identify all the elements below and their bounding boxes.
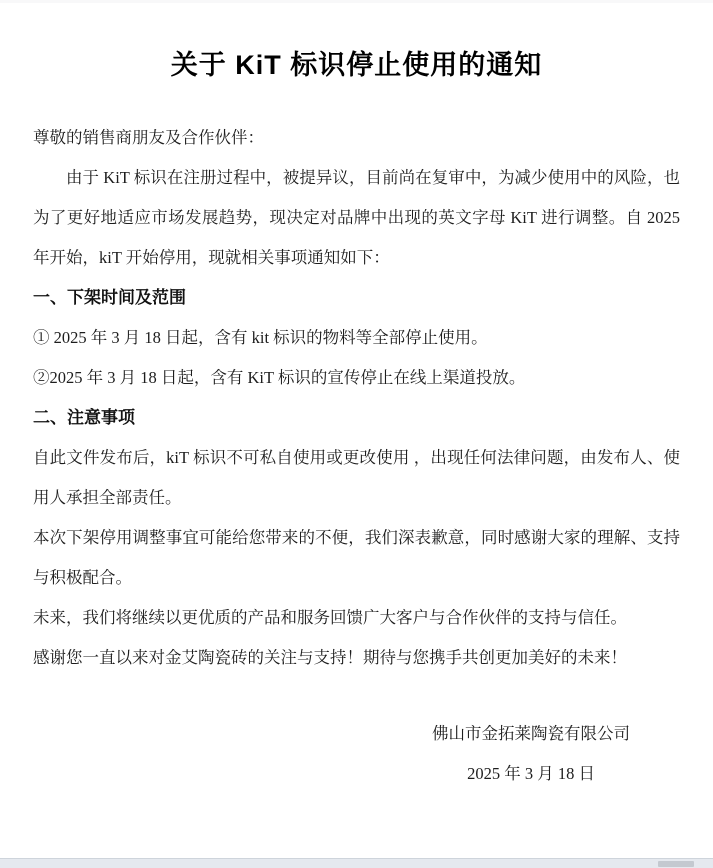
section-2-paragraph-3: 未来，我们将继续以更优质的产品和服务回馈广大客户与合作伙伴的支持与信任。 (33, 608, 627, 627)
horizontal-scrollbar[interactable] (0, 858, 713, 868)
scrollbar-thumb[interactable] (658, 861, 694, 867)
document-page (0, 43, 713, 794)
section-2-paragraph-2: 本次下架停用调整事宜可能给您带来的不便，我们深表歉意，同时感谢大家的理解、支持与积极配合。 (33, 528, 680, 587)
signature-date: 2025 年 3 月 18 日 (467, 764, 595, 783)
section-1-heading: 一、下架时间及范围 (33, 288, 186, 307)
section-2-paragraph-4: 感谢您一直以来对金艾陶瓷砖的关注与支持！期待与您携手共创更加美好的未来！ (33, 648, 627, 667)
section-2-paragraph-1: 自此文件发布后，kiT 标识不可私自使用或更改使用 ，出现任何法律问题，由发布人、使用人承担全部责任。 (33, 448, 680, 507)
signature-block (432, 714, 630, 794)
section-2-heading: 二、注意事项 (33, 408, 135, 427)
page-title: 关于 KiT 标识停止使用的通知 (170, 50, 543, 80)
signature-company: 佛山市金拓莱陶瓷有限公司 (432, 724, 630, 743)
page-top-edge (0, 0, 713, 3)
greeting-line: 尊敬的销售商朋友及合作伙伴： (33, 128, 264, 147)
section-1-item-2: ②2025 年 3 月 18 日起，含有 KiT 标识的宣传停止在线上渠道投放。 (33, 368, 526, 387)
section-1-item-1: ① 2025 年 3 月 18 日起，含有 kit 标识的物料等全部停止使用。 (33, 328, 488, 347)
intro-paragraph: 由于 KiT 标识在注册过程中，被提异议，目前尚在复审中，为减少使用中的风险，也为了更好地适应市场发展趋势，现决定对品牌中出现的英文字母 KiT 进行调整。自 2025 年开始，kiT 开始停用，现就相关事项通知如下： (33, 168, 680, 267)
